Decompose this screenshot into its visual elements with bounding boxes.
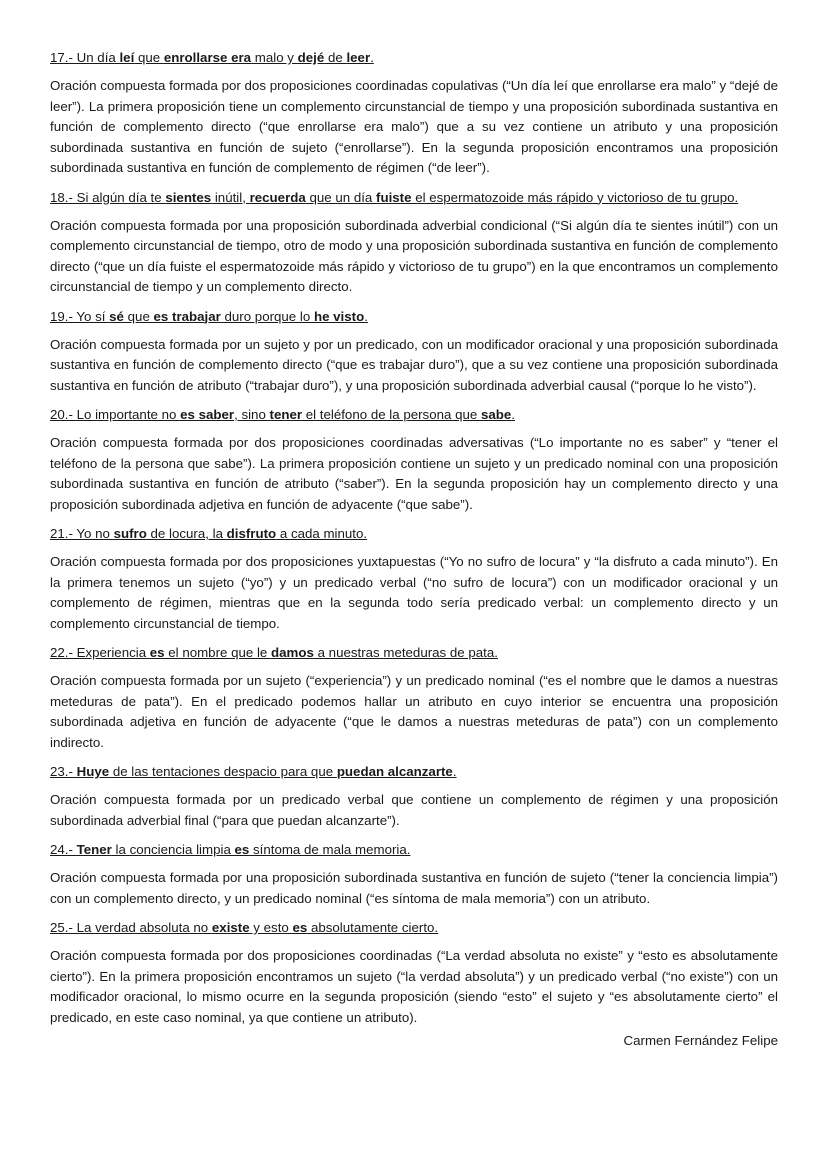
verb-highlight: sientes xyxy=(165,189,212,205)
verb-highlight: dejé xyxy=(297,50,325,65)
sentence-segment: 17.- Un día xyxy=(50,50,120,65)
sentence-segment: duro porque lo xyxy=(220,308,314,324)
exercise-item xyxy=(50,48,778,179)
sentence-segment: . xyxy=(370,50,374,65)
exercise-sentence xyxy=(50,307,778,326)
verb-highlight: es saber xyxy=(180,407,235,422)
sentence-segment: síntoma de mala memoria. xyxy=(249,842,411,857)
verb-highlight: he visto xyxy=(313,308,365,324)
exercise-item xyxy=(50,188,778,298)
sentence-segment: , sino xyxy=(234,407,270,422)
exercise-item xyxy=(50,307,778,397)
sentence-segment: 21.- Yo no xyxy=(50,526,114,541)
verb-highlight: Huye xyxy=(76,764,110,779)
exercise-analysis: Oración compuesta formada por dos proposiciones coordinadas copulativas (“Un día leí que enrollarse era malo” y “dejé de leer”). La primera proposición tiene un complemento circunstancial de tiempo y una proposición subordinada sustantiva en función de complemento directo (“que enrollarse era malo”) que a su vez contiene un atributo y una proposición subordinada sustantiva en función de sujeto (“enrollarse”). En la segunda proposición encontramos una proposición subordinada sustantiva en función de complemento de régimen (“de leer”). xyxy=(50,78,778,175)
sentence-segment: a nuestras meteduras de pata. xyxy=(313,645,498,660)
verb-highlight: sé xyxy=(109,308,124,324)
exercise-sentence xyxy=(50,48,778,67)
exercise-sentence xyxy=(50,188,778,207)
sentence-segment: a cada minuto. xyxy=(276,526,368,541)
sentence-segment: . xyxy=(364,308,368,324)
sentence-segment: 20.- Lo importante no xyxy=(50,407,181,422)
verb-highlight: es trabajar xyxy=(153,308,221,324)
author-signature: Carmen Fernández Felipe xyxy=(623,1033,778,1048)
sentence-segment: 23.- xyxy=(50,764,77,779)
sentence-segment: 18.- Si algún día te xyxy=(50,189,166,205)
verb-highlight: recuerda xyxy=(249,189,306,205)
verb-highlight: enrollarse era xyxy=(163,50,252,65)
exercise-sentence xyxy=(50,643,778,662)
exercise-analysis: Oración compuesta formada por una proposición subordinada adverbial condicional (“Si algún día te sientes inútil”) con un complemento circunstancial de tiempo, otro de modo y una proposición subordinada sustantiva en función de complemento directo (“que un día fuiste el espermatozoide más rápido y victorioso de tu grupo”) en la que encontramos un complemento circunstancial de tiempo y un complemento directo. xyxy=(50,217,778,294)
sentence-segment: 25.- La verdad absoluta no xyxy=(50,920,212,935)
sentence-segment: y esto xyxy=(249,920,293,935)
exercise-item xyxy=(50,524,778,634)
sentence-segment: malo y xyxy=(251,50,298,65)
exercise-sentence xyxy=(50,918,778,937)
sentence-segment: 22.- Experiencia xyxy=(50,645,150,660)
sentence-segment: de las tentaciones despacio para que xyxy=(109,764,337,779)
verb-highlight: damos xyxy=(271,645,314,660)
verb-highlight: existe xyxy=(211,920,250,935)
sentence-segment: el nombre que le xyxy=(164,645,272,660)
exercise-list xyxy=(50,48,778,1028)
sentence-segment: 19.- Yo sí xyxy=(50,308,110,324)
verb-highlight: es xyxy=(149,645,165,660)
sentence-segment: que xyxy=(123,308,154,324)
sentence-segment: 24.- xyxy=(50,842,77,857)
verb-highlight: puedan alcanzarte xyxy=(336,764,453,779)
exercise-analysis: Oración compuesta formada por dos proposiciones yuxtapuestas (“Yo no sufro de locura” y “la disfruto a cada minuto”). En la primera tenemos un sujeto (“yo”) y un predicado verbal (“no sufro de locura”) con un modificador oracional y un complemento de régimen, mientras que en la segunda todo sería predicado verbal: un complemento directo y un complemento circunstancial de tiempo. xyxy=(50,554,778,631)
exercise-analysis: Oración compuesta formada por dos proposiciones coordinadas adversativas (“Lo importante no es saber” y “tener el teléfono de la persona que sabe”). La primera proposición contiene un sujeto y un predicado nominal con una proposición subordinada sustantiva en función de atributo (“saber”). En la segunda proposición hay un complemento directo y una proposición subordinada adjetiva en función de adyacente (“que sabe”). xyxy=(50,435,778,512)
verb-highlight: disfruto xyxy=(226,526,277,541)
verb-highlight: sabe xyxy=(480,407,512,422)
exercise-item xyxy=(50,840,778,909)
verb-highlight: sufro xyxy=(113,526,147,541)
verb-highlight: leer xyxy=(346,50,371,65)
sentence-segment: inútil, xyxy=(211,189,250,205)
sentence-segment: de xyxy=(324,50,347,65)
exercise-sentence xyxy=(50,405,778,424)
verb-highlight: Tener xyxy=(76,842,112,857)
exercise-analysis: Oración compuesta formada por una proposición subordinada sustantiva en función de sujeto (“tener la conciencia limpia”) con un complemento directo, y un predicado nominal (“es síntoma de mala memoria”) con un atributo. xyxy=(50,870,778,906)
sentence-segment: que un día xyxy=(305,189,377,205)
verb-highlight: tener xyxy=(269,407,303,422)
sentence-segment: . xyxy=(452,764,457,779)
exercise-analysis: Oración compuesta formada por un sujeto y por un predicado, con un modificador oracional y una proposición subordinada sustantiva en función de complemento directo (“que es trabajar duro”), que a su vez contiene una proposición subordinada sustantiva en función de atributo (“trabajar duro”), y una proposición subordinada adverbial causal (“porque lo he visto”). xyxy=(50,336,778,393)
exercise-item xyxy=(50,405,778,515)
exercise-sentence xyxy=(50,840,778,859)
sentence-segment: absolutamente cierto. xyxy=(307,920,439,935)
sentence-segment: de locura, la xyxy=(146,526,227,541)
exercise-analysis: Oración compuesta formada por un sujeto (“experiencia”) y un predicado nominal (“es el nombre que le damos a nuestras meteduras de pata”). En el predicado podemos hallar un atributo en cuyo interior se encuentra una proposición subordinada adjetiva en función de adyacente (“que le damos a nuestras meteduras de pata”) con un complemento indirecto. xyxy=(50,673,778,750)
sentence-segment: . xyxy=(511,407,515,422)
exercise-item xyxy=(50,918,778,1028)
verb-highlight: es xyxy=(292,920,308,935)
exercise-analysis: Oración compuesta formada por dos proposiciones coordinadas (“La verdad absoluta no existe” y “esto es absolutamente cierto”). En la primera proposición encontramos un sujeto (“la verdad absoluta”) y un predicado verbal (“no existe”) con un modificador oracional, lo mismo ocurre en la segunda proposición (siendo “esto” el sujeto y “es absolutamente cierto” el predicado, en este caso nominal, ya que contiene un atributo). xyxy=(50,948,778,1025)
sentence-segment: la conciencia limpia xyxy=(111,842,235,857)
document-body xyxy=(50,48,778,1050)
verb-highlight: fuiste xyxy=(376,189,412,205)
exercise-item xyxy=(50,643,778,753)
verb-highlight: es xyxy=(234,842,250,857)
exercise-sentence xyxy=(50,524,778,543)
sentence-segment: el teléfono de la persona que xyxy=(302,407,481,422)
verb-highlight: leí xyxy=(119,50,135,65)
sentence-segment: que xyxy=(134,50,164,65)
sentence-segment: el espermatozoide más rápido y victorioso de tu grupo. xyxy=(411,189,739,205)
exercise-item xyxy=(50,762,778,831)
exercise-analysis: Oración compuesta formada por un predicado verbal que contiene un complemento de régimen y una proposición subordinada adverbial final (“para que puedan alcanzarte”). xyxy=(50,792,778,828)
exercise-sentence xyxy=(50,762,778,781)
